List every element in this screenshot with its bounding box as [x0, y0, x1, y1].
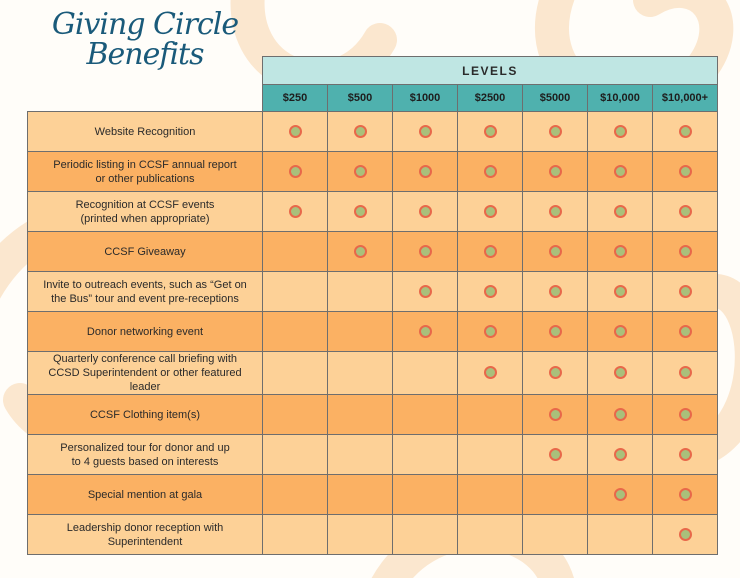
included-dot-icon: [679, 408, 692, 421]
table-row: [28, 352, 718, 395]
level-cell: [393, 272, 458, 312]
included-dot-icon: [419, 205, 432, 218]
level-cell: [393, 435, 458, 475]
included-dot-icon: [679, 488, 692, 501]
level-cell: [523, 152, 588, 192]
included-dot-icon: [419, 245, 432, 258]
level-cell: [393, 152, 458, 192]
level-cell: [263, 272, 328, 312]
benefit-label: [28, 395, 263, 435]
benefit-label: [28, 515, 263, 555]
level-cell: [328, 192, 393, 232]
included-dot-icon: [484, 125, 497, 138]
level-cell: [263, 192, 328, 232]
level-cell: [328, 272, 393, 312]
title-line-2: Benefits: [86, 37, 204, 72]
level-cell: [523, 312, 588, 352]
included-dot-icon: [614, 488, 627, 501]
level-cell: [328, 112, 393, 152]
included-dot-icon: [484, 325, 497, 338]
level-cell: [458, 515, 523, 555]
table-row: [28, 312, 718, 352]
level-cell: [458, 475, 523, 515]
level-header-4: $5000: [523, 85, 588, 112]
level-cell: [458, 352, 523, 395]
level-cell: [328, 152, 393, 192]
included-dot-icon: [289, 205, 302, 218]
benefit-label-line-2: to 4 guests based on interests: [71, 455, 219, 468]
included-dot-icon: [679, 285, 692, 298]
level-cell: [458, 112, 523, 152]
included-dot-icon: [549, 285, 562, 298]
level-cell: [523, 232, 588, 272]
level-cell: [653, 272, 718, 312]
included-dot-icon: [614, 325, 627, 338]
level-cell: [458, 192, 523, 232]
included-dot-icon: [419, 325, 432, 338]
benefit-label-line-1: Leadership donor reception with Superintendent: [66, 521, 224, 548]
level-cell: [523, 395, 588, 435]
level-cell: [588, 232, 653, 272]
included-dot-icon: [614, 448, 627, 461]
benefit-label-line-1: CCSF Giveaway: [104, 245, 186, 258]
included-dot-icon: [614, 366, 627, 379]
benefit-label: [28, 192, 263, 232]
included-dot-icon: [484, 205, 497, 218]
level-header-2: $1000: [393, 85, 458, 112]
level-header-5: $10,000: [588, 85, 653, 112]
included-dot-icon: [354, 245, 367, 258]
level-cell: [328, 395, 393, 435]
level-header-0: $250: [263, 85, 328, 112]
benefit-label: [28, 232, 263, 272]
level-cell: [523, 475, 588, 515]
included-dot-icon: [679, 366, 692, 379]
level-cell: [588, 475, 653, 515]
benefits-table: [27, 56, 718, 555]
included-dot-icon: [419, 165, 432, 178]
table-row: [28, 272, 718, 312]
level-cell: [263, 232, 328, 272]
level-cell: [393, 475, 458, 515]
included-dot-icon: [549, 245, 562, 258]
included-dot-icon: [549, 325, 562, 338]
level-cell: [328, 475, 393, 515]
level-cell: [588, 112, 653, 152]
benefit-label-line-2: the Bus” tour and event pre-receptions: [51, 292, 239, 305]
table-row: [28, 395, 718, 435]
benefit-label-line-2: or other publications: [95, 172, 195, 185]
included-dot-icon: [484, 285, 497, 298]
level-cell: [653, 312, 718, 352]
included-dot-icon: [614, 205, 627, 218]
level-cell: [263, 152, 328, 192]
benefits-body: [28, 112, 718, 555]
level-cell: [523, 352, 588, 395]
benefit-label-line-1: Website Recognition: [94, 125, 196, 138]
benefit-label-line-1: Quarterly conference call briefing with: [52, 353, 238, 365]
benefit-label: [28, 152, 263, 192]
table-row: [28, 152, 718, 192]
benefit-label: [28, 272, 263, 312]
level-cell: [393, 352, 458, 395]
included-dot-icon: [419, 285, 432, 298]
included-dot-icon: [614, 285, 627, 298]
level-cell: [653, 152, 718, 192]
included-dot-icon: [289, 165, 302, 178]
benefit-label-line-1: CCSF Clothing item(s): [89, 408, 201, 421]
benefit-label: [28, 352, 263, 395]
benefit-label-line-1: Personalized tour for donor and up: [60, 441, 230, 454]
benefit-label: [28, 435, 263, 475]
level-cell: [458, 312, 523, 352]
level-cell: [263, 312, 328, 352]
level-cell: [523, 515, 588, 555]
level-cell: [588, 312, 653, 352]
included-dot-icon: [549, 408, 562, 421]
level-cell: [523, 435, 588, 475]
level-cell: [263, 435, 328, 475]
table-corner: [28, 57, 263, 112]
title-line-1: Giving Circle: [51, 7, 239, 42]
included-dot-icon: [614, 125, 627, 138]
level-cell: [523, 192, 588, 232]
level-cell: [263, 475, 328, 515]
benefit-label-line-1: Donor networking event: [86, 325, 204, 338]
level-cell: [328, 435, 393, 475]
included-dot-icon: [354, 125, 367, 138]
table-row: [28, 112, 718, 152]
level-cell: [523, 272, 588, 312]
included-dot-icon: [549, 448, 562, 461]
included-dot-icon: [484, 366, 497, 379]
benefit-label-line-2: (printed when appropriate): [80, 212, 210, 225]
table-row: [28, 435, 718, 475]
level-cell: [588, 152, 653, 192]
level-header-6: $10,000+: [653, 85, 718, 112]
included-dot-icon: [679, 448, 692, 461]
table-row: [28, 232, 718, 272]
level-cell: [653, 232, 718, 272]
included-dot-icon: [679, 245, 692, 258]
included-dot-icon: [679, 205, 692, 218]
level-cell: [458, 435, 523, 475]
benefit-label-line-1: Recognition at CCSF events: [75, 198, 215, 211]
table-row: [28, 192, 718, 232]
level-cell: [588, 272, 653, 312]
benefit-label-line-1: Special mention at gala: [87, 488, 203, 501]
levels-header: LEVELS: [263, 57, 718, 85]
level-cell: [328, 312, 393, 352]
benefit-label: [28, 312, 263, 352]
included-dot-icon: [614, 165, 627, 178]
level-cell: [653, 395, 718, 435]
included-dot-icon: [614, 408, 627, 421]
included-dot-icon: [614, 245, 627, 258]
level-cell: [588, 192, 653, 232]
level-cell: [588, 352, 653, 395]
included-dot-icon: [484, 165, 497, 178]
level-cell: [588, 395, 653, 435]
included-dot-icon: [549, 205, 562, 218]
level-header-3: $2500: [458, 85, 523, 112]
level-cell: [393, 232, 458, 272]
level-cell: [263, 352, 328, 395]
included-dot-icon: [549, 366, 562, 379]
level-cell: [653, 475, 718, 515]
included-dot-icon: [549, 165, 562, 178]
included-dot-icon: [679, 325, 692, 338]
benefit-label-line-2: CCSD Superintendent or other featured leader: [48, 367, 242, 393]
table-row: [28, 475, 718, 515]
included-dot-icon: [484, 245, 497, 258]
level-cell: [523, 112, 588, 152]
table-row: [28, 515, 718, 555]
level-cell: [588, 435, 653, 475]
level-cell: [458, 232, 523, 272]
level-cell: [393, 515, 458, 555]
level-cell: [653, 435, 718, 475]
level-cell: [458, 395, 523, 435]
level-cell: [328, 352, 393, 395]
level-cell: [653, 112, 718, 152]
level-cell: [263, 395, 328, 435]
level-cell: [653, 352, 718, 395]
level-cell: [328, 232, 393, 272]
benefit-label-line-1: Periodic listing in CCSF annual report: [53, 158, 237, 171]
level-cell: [393, 395, 458, 435]
level-cell: [393, 192, 458, 232]
included-dot-icon: [679, 165, 692, 178]
level-cell: [393, 312, 458, 352]
benefit-label: [28, 475, 263, 515]
included-dot-icon: [354, 205, 367, 218]
level-cell: [263, 515, 328, 555]
level-cell: [458, 152, 523, 192]
level-cell: [588, 515, 653, 555]
level-cell: [263, 112, 328, 152]
benefit-label: [28, 112, 263, 152]
level-cell: [458, 272, 523, 312]
level-cell: [328, 515, 393, 555]
level-cell: [653, 515, 718, 555]
benefit-label-line-1: Invite to outreach events, such as “Get on: [43, 278, 247, 291]
level-cell: [393, 112, 458, 152]
included-dot-icon: [679, 125, 692, 138]
level-header-1: $500: [328, 85, 393, 112]
included-dot-icon: [289, 125, 302, 138]
included-dot-icon: [354, 165, 367, 178]
level-cell: [653, 192, 718, 232]
included-dot-icon: [679, 528, 692, 541]
included-dot-icon: [419, 125, 432, 138]
included-dot-icon: [549, 125, 562, 138]
